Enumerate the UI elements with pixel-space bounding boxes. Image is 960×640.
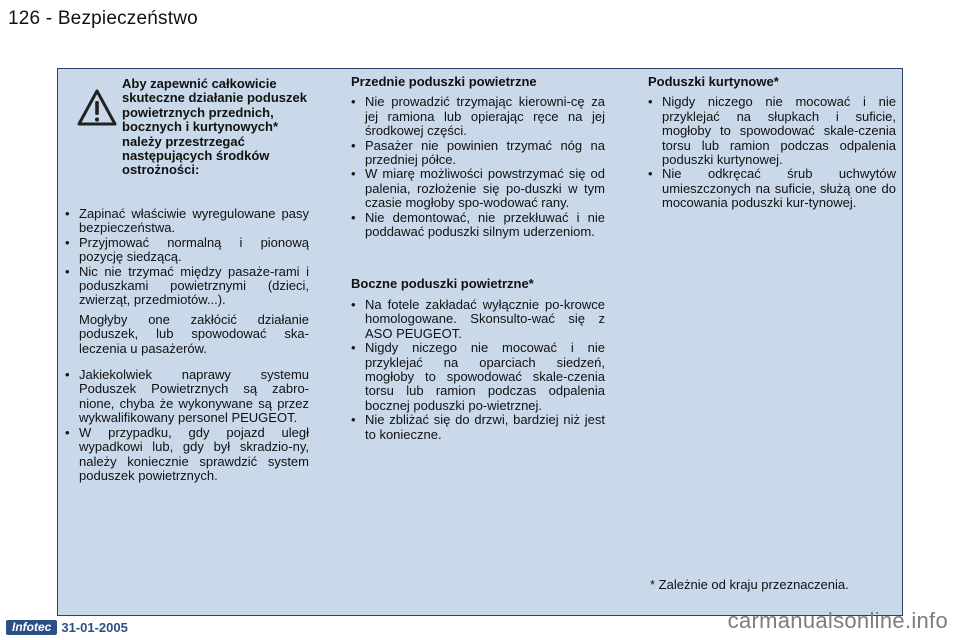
list-item: • Nigdy niczego nie mocować i nie przyklejać na słupkach i suficie, mogłoby to spowodować skale-czenia torsu lub ramion podczas odpalenia poduszki kurtynowej. <box>648 95 896 167</box>
list-item: • Nic nie trzymać między pasaże-rami i poduszkami powietrznymi (dzieci, zwierząt, przedmiotów...). <box>65 265 309 308</box>
side-airbags-list <box>351 298 605 442</box>
general-list-continued <box>65 368 309 483</box>
list-item: • Nie prowadzić trzymając kierowni-cę za jej ramiona lub opierając ręce na jej środkowej części. <box>351 95 605 138</box>
column-curtain <box>648 75 896 211</box>
list-item: • Nie odkręcać śrub uchwytów umieszczonych na suficie, służą one do mocowania poduszki kur-tynowej. <box>648 167 896 210</box>
list-item: • Na fotele zakładać wyłącznie po-krowce homologowane. Skonsulto-wać się z ASO PEUGEOT. <box>351 298 605 341</box>
list-item: • Pasażer nie powinien trzymać nóg na przedniej półce. <box>351 139 605 168</box>
warning-triangle-icon <box>77 89 117 127</box>
list-item: • Jakiekolwiek naprawy systemu Poduszek Powietrznych są zabro-nione, chyba że wykonywane są przez wykwalifikowany personel PEUGEOT. <box>65 368 309 426</box>
footnote: * Zależnie od kraju przeznaczenia. <box>650 577 849 592</box>
list-item: • Przyjmować normalną i pionową pozycję siedzącą. <box>65 236 309 265</box>
list-subparagraph: Mogłyby one zakłócić działanie poduszek, lub spowodować ska-leczenia u pasażerów. <box>79 311 309 356</box>
list-item: • Nie zbliżać się do drzwi, bardziej niż jest to konieczne. <box>351 413 605 442</box>
warning-block <box>65 75 309 195</box>
page-title: Bezpieczeństwo <box>57 8 198 29</box>
front-airbags-heading: Przednie poduszki powietrzne <box>351 74 537 89</box>
list-item: • W przypadku, gdy pojazd uległ wypadkowi lub, gdy był skradzio-ny, należy koniecznie sprawdzić system poduszek powietrznych. <box>65 426 309 484</box>
brand-logo: Infotec <box>6 620 57 635</box>
header-separator: - <box>45 8 53 29</box>
page-footer <box>6 619 128 635</box>
general-list <box>65 207 309 308</box>
list-item: • Zapinać właściwie wyregulowane pasy bezpieczeństwa. <box>65 207 309 236</box>
list-item: • Nigdy niczego nie mocować i nie przyklejać na oparciach siedzeń, mogłoby to spowodować skale-czenia torsu lub ramion podczas odpalenia bocznej poduszki po-wietrznej. <box>351 341 605 413</box>
column-front-side <box>351 75 605 442</box>
curtain-airbags-heading: Poduszki kurtynowe* <box>648 74 779 89</box>
page-number: 126 <box>8 8 41 29</box>
warning-title: Aby zapewnić całkowicie skuteczne działanie poduszek powietrznych przednich, bocznych i kurtynowych* należy przestrzegać następujących środków ostrożności: <box>122 76 307 178</box>
safety-panel <box>57 68 903 616</box>
front-airbags-list <box>351 95 605 239</box>
list-item: • W miarę możliwości powstrzymać się od palenia, rozłożenie się po-duszki w tym czasie mogłoby spo-wodować rany. <box>351 167 605 210</box>
side-airbags-heading: Boczne poduszki powietrzne* <box>351 276 534 292</box>
list-item: • Nie demontować, nie przekłuwać i nie poddawać poduszki silnym uderzeniom. <box>351 211 605 240</box>
curtain-airbags-list <box>648 95 896 210</box>
watermark: carmanualsonline.info <box>727 608 948 633</box>
footer-date: 31-01-2005 <box>61 619 128 635</box>
column-general <box>65 75 309 483</box>
page-header <box>8 8 198 30</box>
